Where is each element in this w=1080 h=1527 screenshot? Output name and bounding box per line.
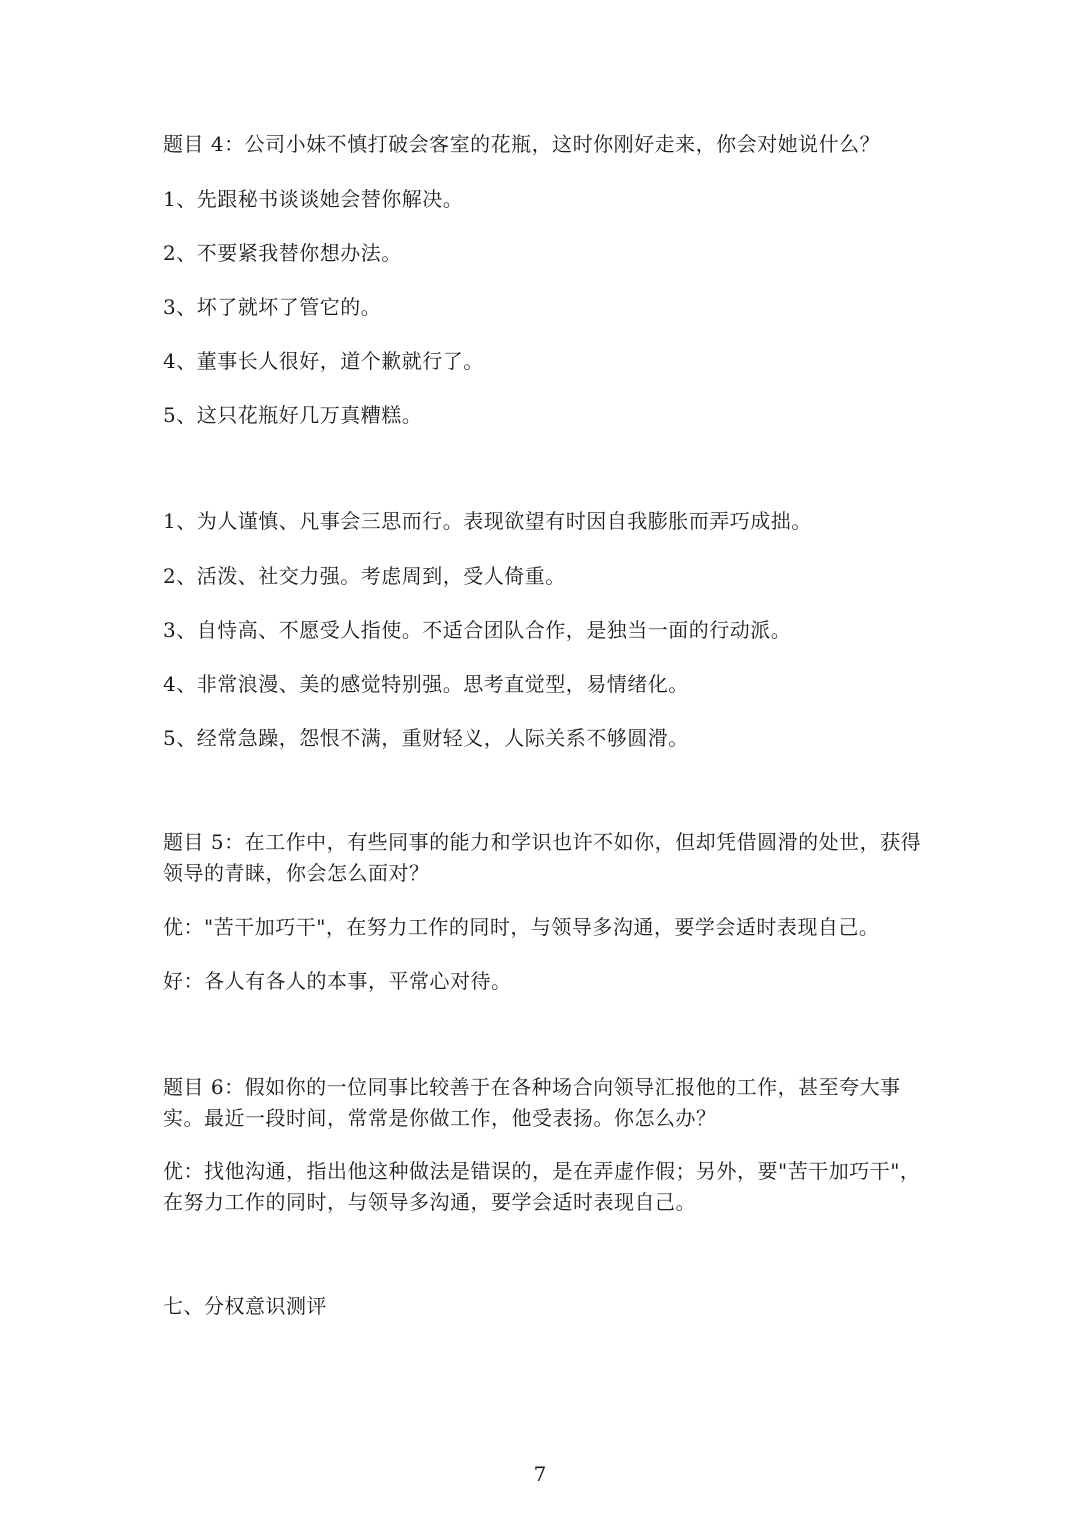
q4-result-1: 1、为人谨慎、凡事会三思而行。表现欲望有时因自我膨胀而弄巧成拙。 — [163, 509, 812, 533]
section-heading: 七、分权意识测评 — [163, 1294, 327, 1318]
q4-result-4: 4、非常浪漫、美的感觉特别强。思考直觉型，易情绪化。 — [163, 672, 689, 696]
q5-best-answer: 优："苦干加巧干"，在努力工作的同时，与领导多沟通，要学会适时表现自己。 — [163, 915, 880, 939]
q4-option-5: 5、这只花瓶好几万真糟糕。 — [163, 403, 423, 427]
q4-result-5: 5、经常急躁，怨恨不满，重财轻义，人际关系不够圆滑。 — [163, 726, 689, 750]
q4-option-1: 1、先跟秘书谈谈她会替你解决。 — [163, 187, 464, 211]
q5-good-answer: 好：各人有各人的本事，平常心对待。 — [163, 969, 512, 993]
page-number: 7 — [533, 1462, 547, 1486]
q6-title: 题目 6：假如你的一位同事比较善于在各种场合向领导汇报他的工作，甚至夸大事实。最近一段时间，常常是你做工作，他受表扬。你怎么办？ — [163, 1075, 901, 1130]
q4-option-2: 2、不要紧我替你想办法。 — [163, 241, 402, 265]
q6-best-answer: 优：找他沟通，指出他这种做法是错误的，是在弄虚作假；另外，要"苦干加巧干"，在努力工作的同时，与领导多沟通，要学会适时表现自己。 — [163, 1159, 921, 1214]
q4-result-2: 2、活泼、社交力强。考虑周到，受人倚重。 — [163, 564, 566, 588]
q4-option-3: 3、坏了就坏了管它的。 — [163, 295, 382, 319]
q4-title: 题目 4：公司小妹不慎打破会客室的花瓶，这时你刚好走来，你会对她说什么？ — [163, 132, 881, 156]
q4-option-4: 4、董事长人很好，道个歉就行了。 — [163, 349, 484, 373]
q4-result-3: 3、自恃高、不愿受人指使。不适合团队合作，是独当一面的行动派。 — [163, 618, 792, 642]
q5-title: 题目 5：在工作中，有些同事的能力和学识也许不如你，但却凭借圆滑的处世，获得领导的青睐，你会怎么面对？ — [163, 830, 922, 885]
